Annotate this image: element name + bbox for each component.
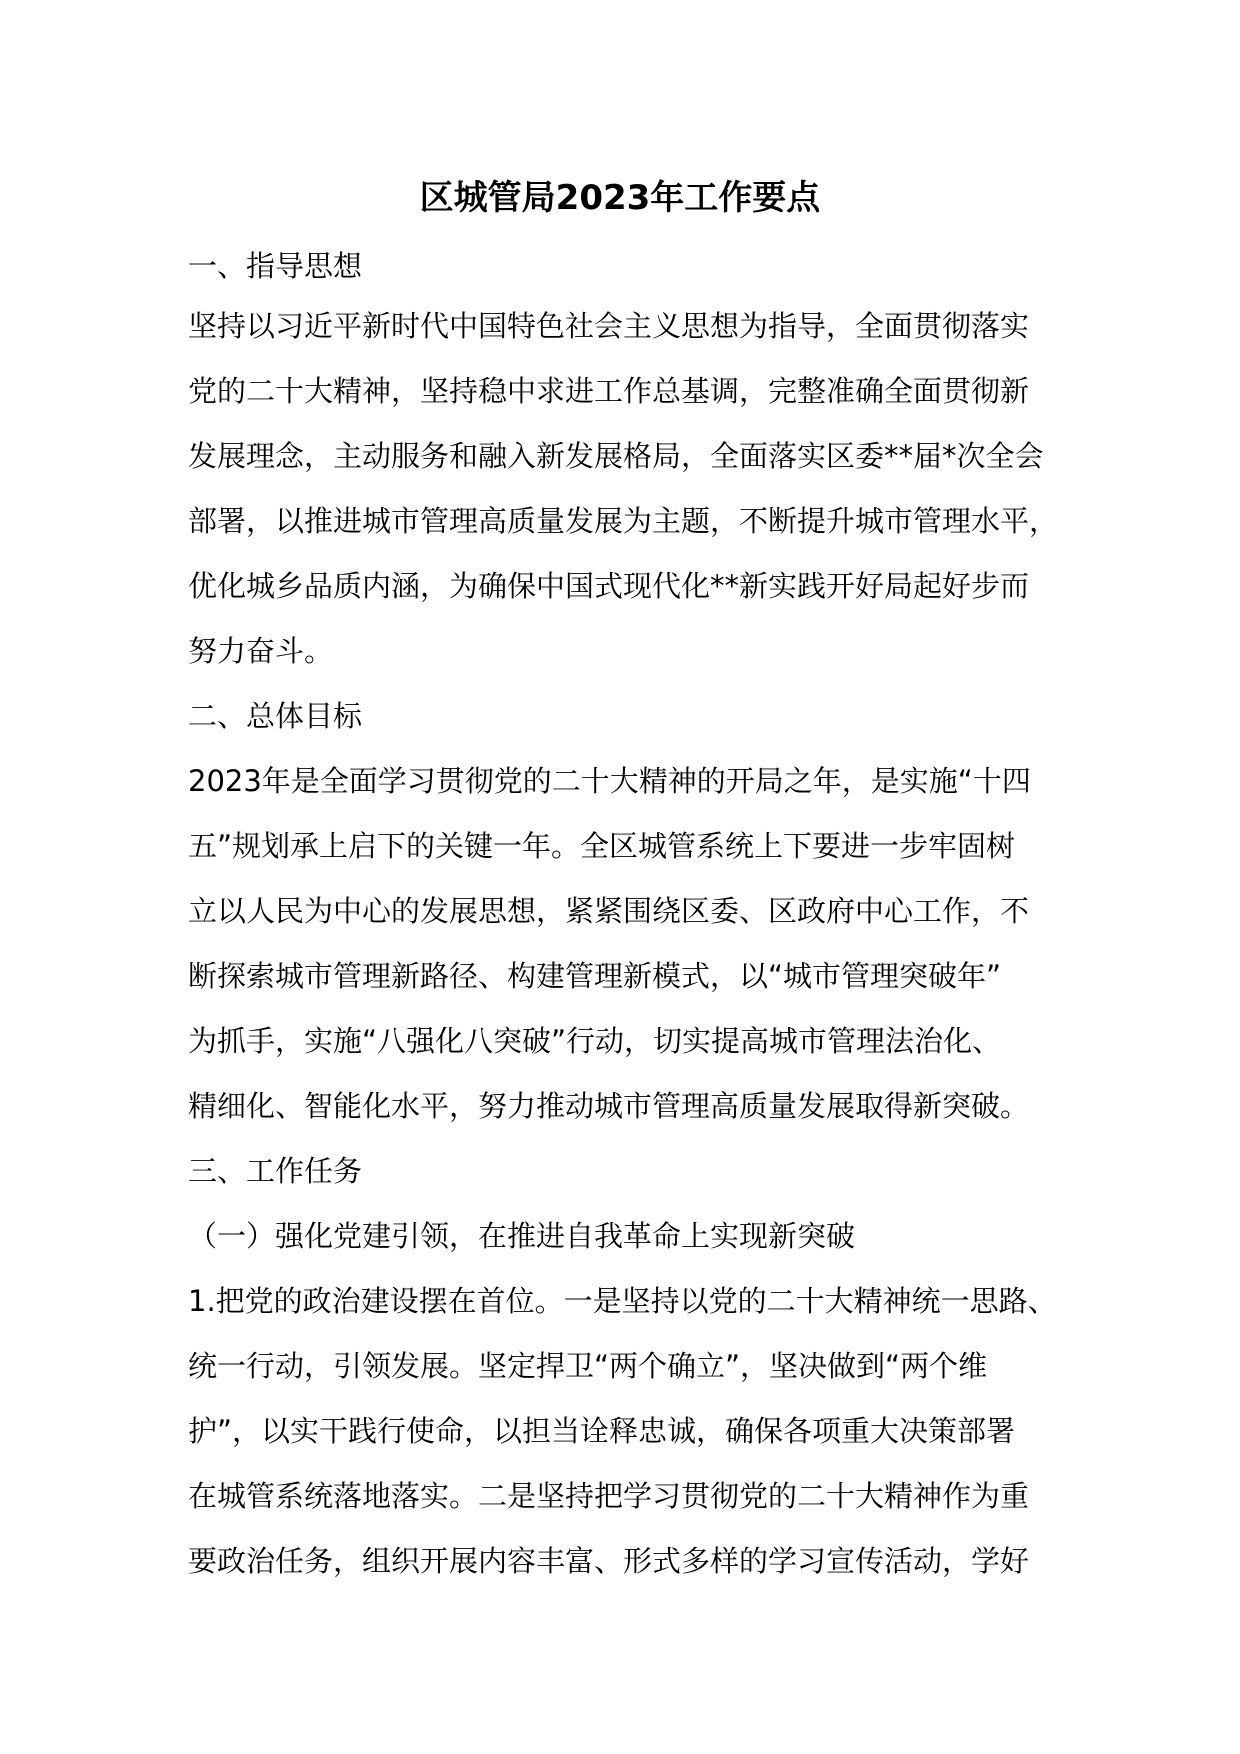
- section-heading-work-tasks: 三、工作任务: [188, 1154, 363, 1188]
- paragraph-line: 发展理念，主动服务和融入新发展格局，全面落实区委**届*次全会: [188, 439, 1044, 473]
- paragraph-line: 精细化、智能化水平，努力推动城市管理高质量发展取得新突破。: [188, 1089, 1030, 1123]
- paragraph-line: 坚持以习近平新时代中国特色社会主义思想为指导，全面贯彻落实: [188, 309, 1030, 343]
- paragraph-line: 护”，以实干践行使命，以担当诠释忠诚，确保各项重大决策部署: [188, 1414, 1016, 1448]
- subsection-heading: （一）强化党建引领，在推进自我革命上实现新突破: [188, 1219, 856, 1253]
- paragraph-line: 努力奋斗。: [188, 634, 334, 668]
- paragraph-line: 1.把党的政治建设摆在首位。一是坚持以党的二十大精神统一思路、: [188, 1284, 1057, 1318]
- paragraph-line: 断探索城市管理新路径、构建管理新模式，以“城市管理突破年”: [188, 959, 1002, 993]
- document-title: 区城管局2023年工作要点: [419, 178, 821, 218]
- paragraph-line: 优化城乡品质内涵，为确保中国式现代化**新实践开好局起好步而: [188, 569, 1030, 603]
- paragraph-line: 要政治任务，组织开展内容丰富、形式多样的学习宣传活动，学好: [188, 1544, 1030, 1578]
- section-heading-guiding-ideology: 一、指导思想: [188, 249, 363, 283]
- paragraph-line: 五”规划承上启下的关键一年。全区城管系统上下要进一步牢固树: [188, 829, 1016, 863]
- paragraph-line: 统一行动，引领发展。坚定捍卫“两个确立”，坚决做到“两个维: [188, 1349, 988, 1383]
- paragraph-line: 2023年是全面学习贯彻党的二十大精神的开局之年，是实施“十四: [188, 764, 1031, 798]
- section-heading-overall-goals: 二、总体目标: [188, 699, 363, 733]
- paragraph-line: 在城管系统落地落实。二是坚持把学习贯彻党的二十大精神作为重: [188, 1479, 1030, 1513]
- paragraph-line: 党的二十大精神，坚持稳中求进工作总基调，完整准确全面贯彻新: [188, 374, 1030, 408]
- paragraph-line: 立以人民为中心的发展思想，紧紧围绕区委、区政府中心工作，不: [188, 894, 1030, 928]
- paragraph-line: 为抓手，实施“八强化八突破”行动，切实提高城市管理法治化、: [188, 1024, 1002, 1058]
- paragraph-line: 部署，以推进城市管理高质量发展为主题，不断提升城市管理水平，: [188, 504, 1059, 538]
